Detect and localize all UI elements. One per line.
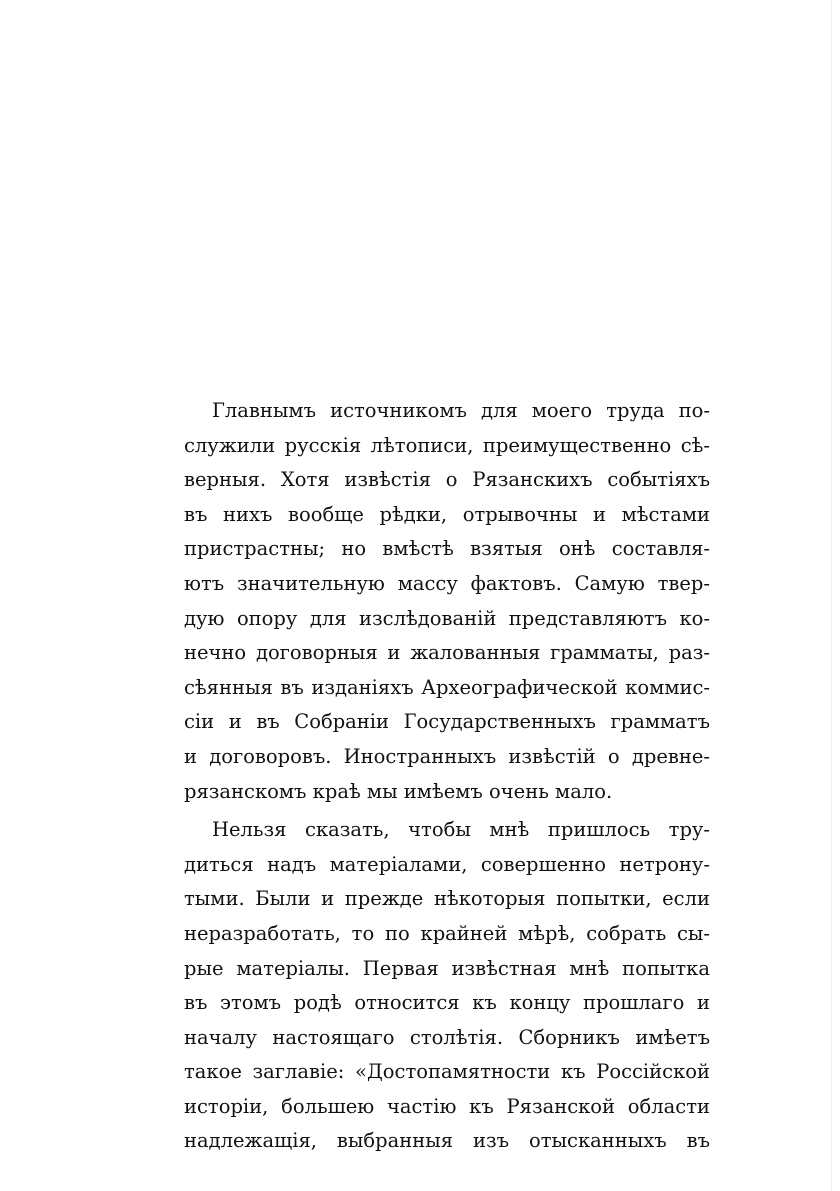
text-line: Главнымъ источникомъ для моего труда по- xyxy=(212,399,710,422)
text-line: такое заглавіе: «Достопамятности къ Россійской xyxy=(184,1060,710,1084)
paragraph-2 xyxy=(184,813,710,1159)
text-line: исторіи, большею частію къ Рязанской области xyxy=(184,1094,710,1118)
text-line: тыми. Были и прежде нѣкоторыя попытки, если xyxy=(184,887,710,911)
text-line: диться надъ матеріалами, совершенно нетрону- xyxy=(184,852,710,876)
text-line: верныя. Хотя извѣстія о Рязанскихъ событіяхъ xyxy=(184,468,710,492)
text-line: дую опору для изслѣдованій представляютъ ко- xyxy=(184,606,710,630)
text-line: сѣянныя въ изданіяхъ Археографической коммис- xyxy=(184,675,710,699)
text-line: Нельзя сказать, чтобы мнѣ пришлось тру- xyxy=(212,818,710,842)
text-line: надлежащія, выбранныя изъ отысканныхъ въ xyxy=(184,1129,710,1153)
paragraph-1 xyxy=(184,394,710,809)
text-line: нечно договорныя и жалованныя грамматы, раз- xyxy=(184,641,710,665)
text-line: пристрастны; но вмѣстѣ взятыя онѣ составля- xyxy=(184,537,710,561)
text-line: неразработать, то по крайней мѣрѣ, собрать сы- xyxy=(184,921,710,945)
text-line: началу настоящаго столѣтія. Сборникъ имѣетъ xyxy=(184,1025,710,1049)
text-line: ютъ значительную массу фактовъ. Самую твер- xyxy=(184,571,710,595)
text-line: рые матеріалы. Первая извѣстная мнѣ попытка xyxy=(184,956,710,980)
page-edge xyxy=(831,0,840,1191)
text-line: и договоровъ. Иностранныхъ извѣстій о древне- xyxy=(184,744,710,768)
body-text xyxy=(184,394,710,1159)
text-line: рязанскомъ краѣ мы имѣемъ очень мало. xyxy=(184,779,613,803)
text-line: въ этомъ родѣ относится къ концу прошлаго и xyxy=(184,991,710,1015)
text-line: сіи и въ Собраніи Государственныхъ грамматъ xyxy=(184,710,710,734)
text-line: въ нихъ вообще рѣдки, отрывочны и мѣстами xyxy=(184,502,710,526)
text-line: служили русскія лѣтописи, преимущественно сѣ- xyxy=(184,433,710,457)
